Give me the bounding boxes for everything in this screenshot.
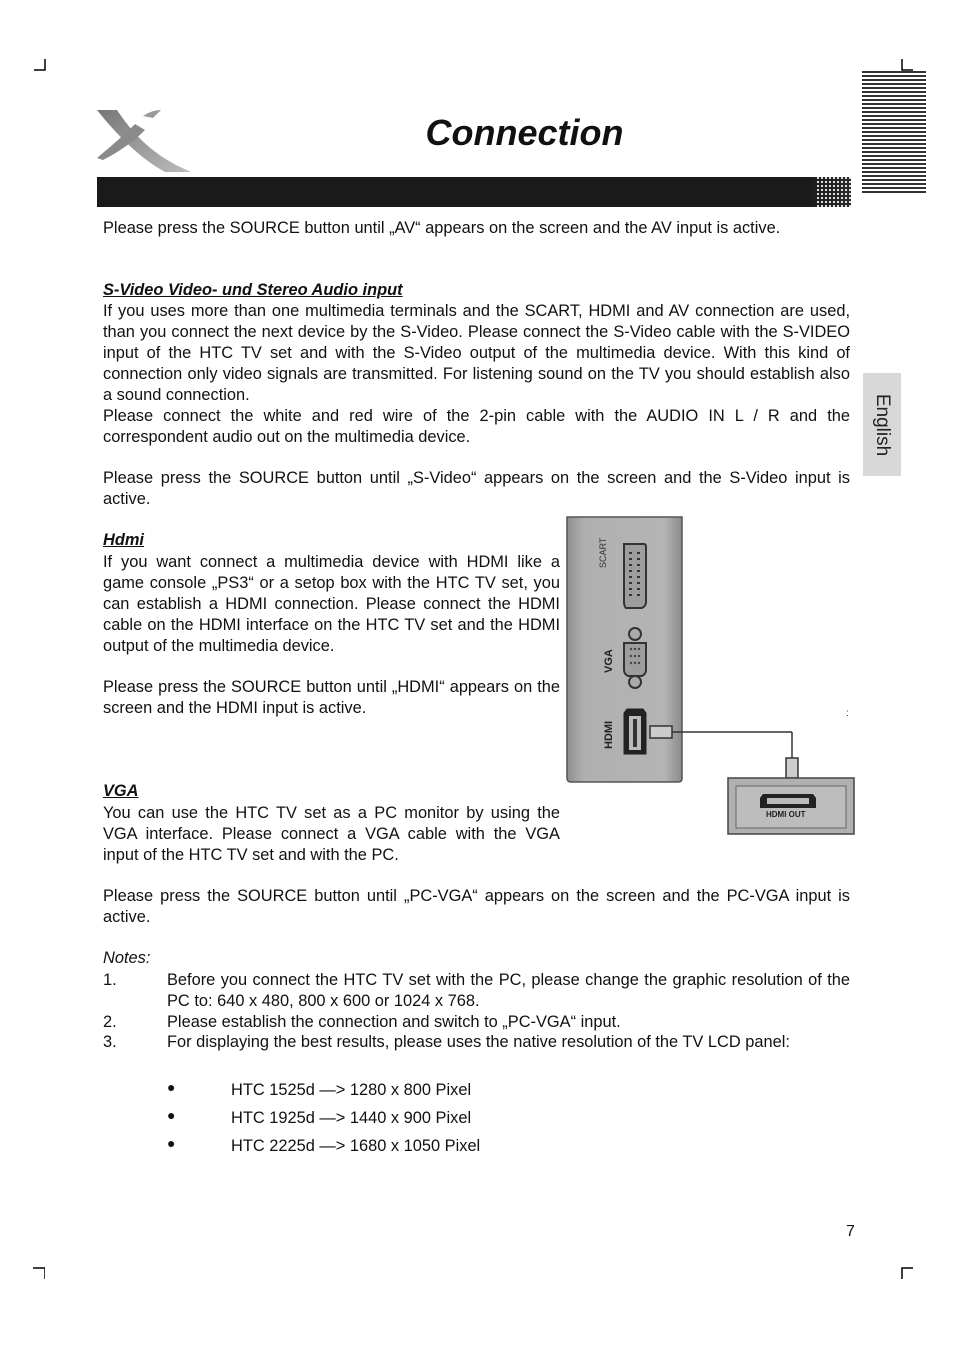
- bullet-dot: ●: [167, 1079, 176, 1095]
- diagram-scart-label: SCART: [598, 537, 608, 568]
- vga-paragraph-1: You can use the HTC TV set as a PC monitor by using the VGA interface. Please connect a VGA cable with the VGA input of the HTC TV set and with the PC.: [103, 804, 560, 864]
- diagram-vga-label: VGA: [603, 649, 615, 673]
- notes-label: Notes:: [103, 949, 151, 967]
- resolution-item: HTC 1525d —> 1280 x 800 Pixel: [231, 1081, 472, 1099]
- connection-diagram: [566, 516, 858, 838]
- diagram-hdmi-label: HDMI: [603, 720, 615, 749]
- diagram-hdmi-out-label: HDMI OUT: [766, 810, 806, 819]
- language-side-tab: [863, 373, 901, 476]
- note-text-3: For displaying the best results, please uses the native resolution of the TV LCD panel:: [167, 1033, 790, 1051]
- note-number-3: 3.: [103, 1033, 117, 1051]
- page-title: Connection: [425, 112, 624, 153]
- hdmi-paragraph-1: If you want connect a multimedia device with HDMI like a game console „PS3“ or a setop box with the HTC TV set, you can establish a HDMI connection. Please connect the HDMI cable on the HDMI interface on the HTC TV set and the HDMI output of the multimedia device.: [103, 553, 560, 655]
- note-number-1: 1.: [103, 971, 117, 989]
- svideo-heading: S-Video Video- und Stereo Audio input: [103, 281, 403, 299]
- bar-dither-pattern: [817, 177, 851, 207]
- crop-mark-top-left: [34, 59, 46, 71]
- svideo-paragraph-1: If you uses more than one multimedia terminals and the SCART, HDMI and AV connection are used, than you connect the next device by the S-Video. Please connect the S-Video cable with the S-VIDEO input of the HTC TV set and with the S-Video output of the multimedia device. With this kind of connection only video signals are transmitted. For listening sound on the TV you should establish also a sound connection.: [103, 302, 850, 404]
- resolution-item: HTC 1925d —> 1440 x 900 Pixel: [231, 1109, 472, 1127]
- hdmi-port: [624, 709, 646, 754]
- svideo-paragraph-3: Please press the SOURCE button until „S-Video“ appears on the screen and the S-Video input is active.: [103, 469, 850, 508]
- title-bar: [97, 177, 851, 207]
- hdmi-paragraph-2: Please press the SOURCE button until „HDMI“ appears on the screen and the HDMI input is active.: [103, 678, 560, 717]
- note-number-2: 2.: [103, 1013, 117, 1031]
- bullet-dot: ●: [167, 1135, 176, 1151]
- crop-mark-bottom-right: [901, 1267, 913, 1279]
- svideo-paragraph-2: Please connect the white and red wire of the 2-pin cable with the AUDIO IN L / R and the correspondent audio out on the multimedia device.: [103, 407, 850, 446]
- crop-mark-top-right: [901, 59, 913, 71]
- note-text-2: Please establish the connection and switch to „PC-VGA“ input.: [167, 1013, 621, 1031]
- svg-text::: :: [846, 708, 849, 719]
- scart-port: [624, 544, 646, 608]
- resolution-item: HTC 2225d —> 1680 x 1050 Pixel: [231, 1137, 481, 1155]
- crop-mark-bottom-left: [33, 1267, 45, 1279]
- page-number: 7: [846, 1223, 855, 1240]
- note-text-1: Before you connect the HTC TV set with the PC, please change the graphic resolution of the PC to: 640 x 480, 800 x 600 or 1024 x 768.: [167, 971, 850, 1010]
- language-label: English: [872, 393, 893, 456]
- bullet-dot: ●: [167, 1107, 176, 1123]
- hdmi-heading: Hdmi: [103, 531, 144, 549]
- hdmi-out-port: [760, 794, 816, 808]
- intro-av-paragraph: Please press the SOURCE button until „AV“ appears on the screen and the AV input is active.: [103, 219, 781, 237]
- vga-paragraph-2: Please press the SOURCE button until „PC-VGA“ appears on the screen and the PC-VGA input is active.: [103, 887, 850, 926]
- vga-heading: VGA: [103, 782, 139, 800]
